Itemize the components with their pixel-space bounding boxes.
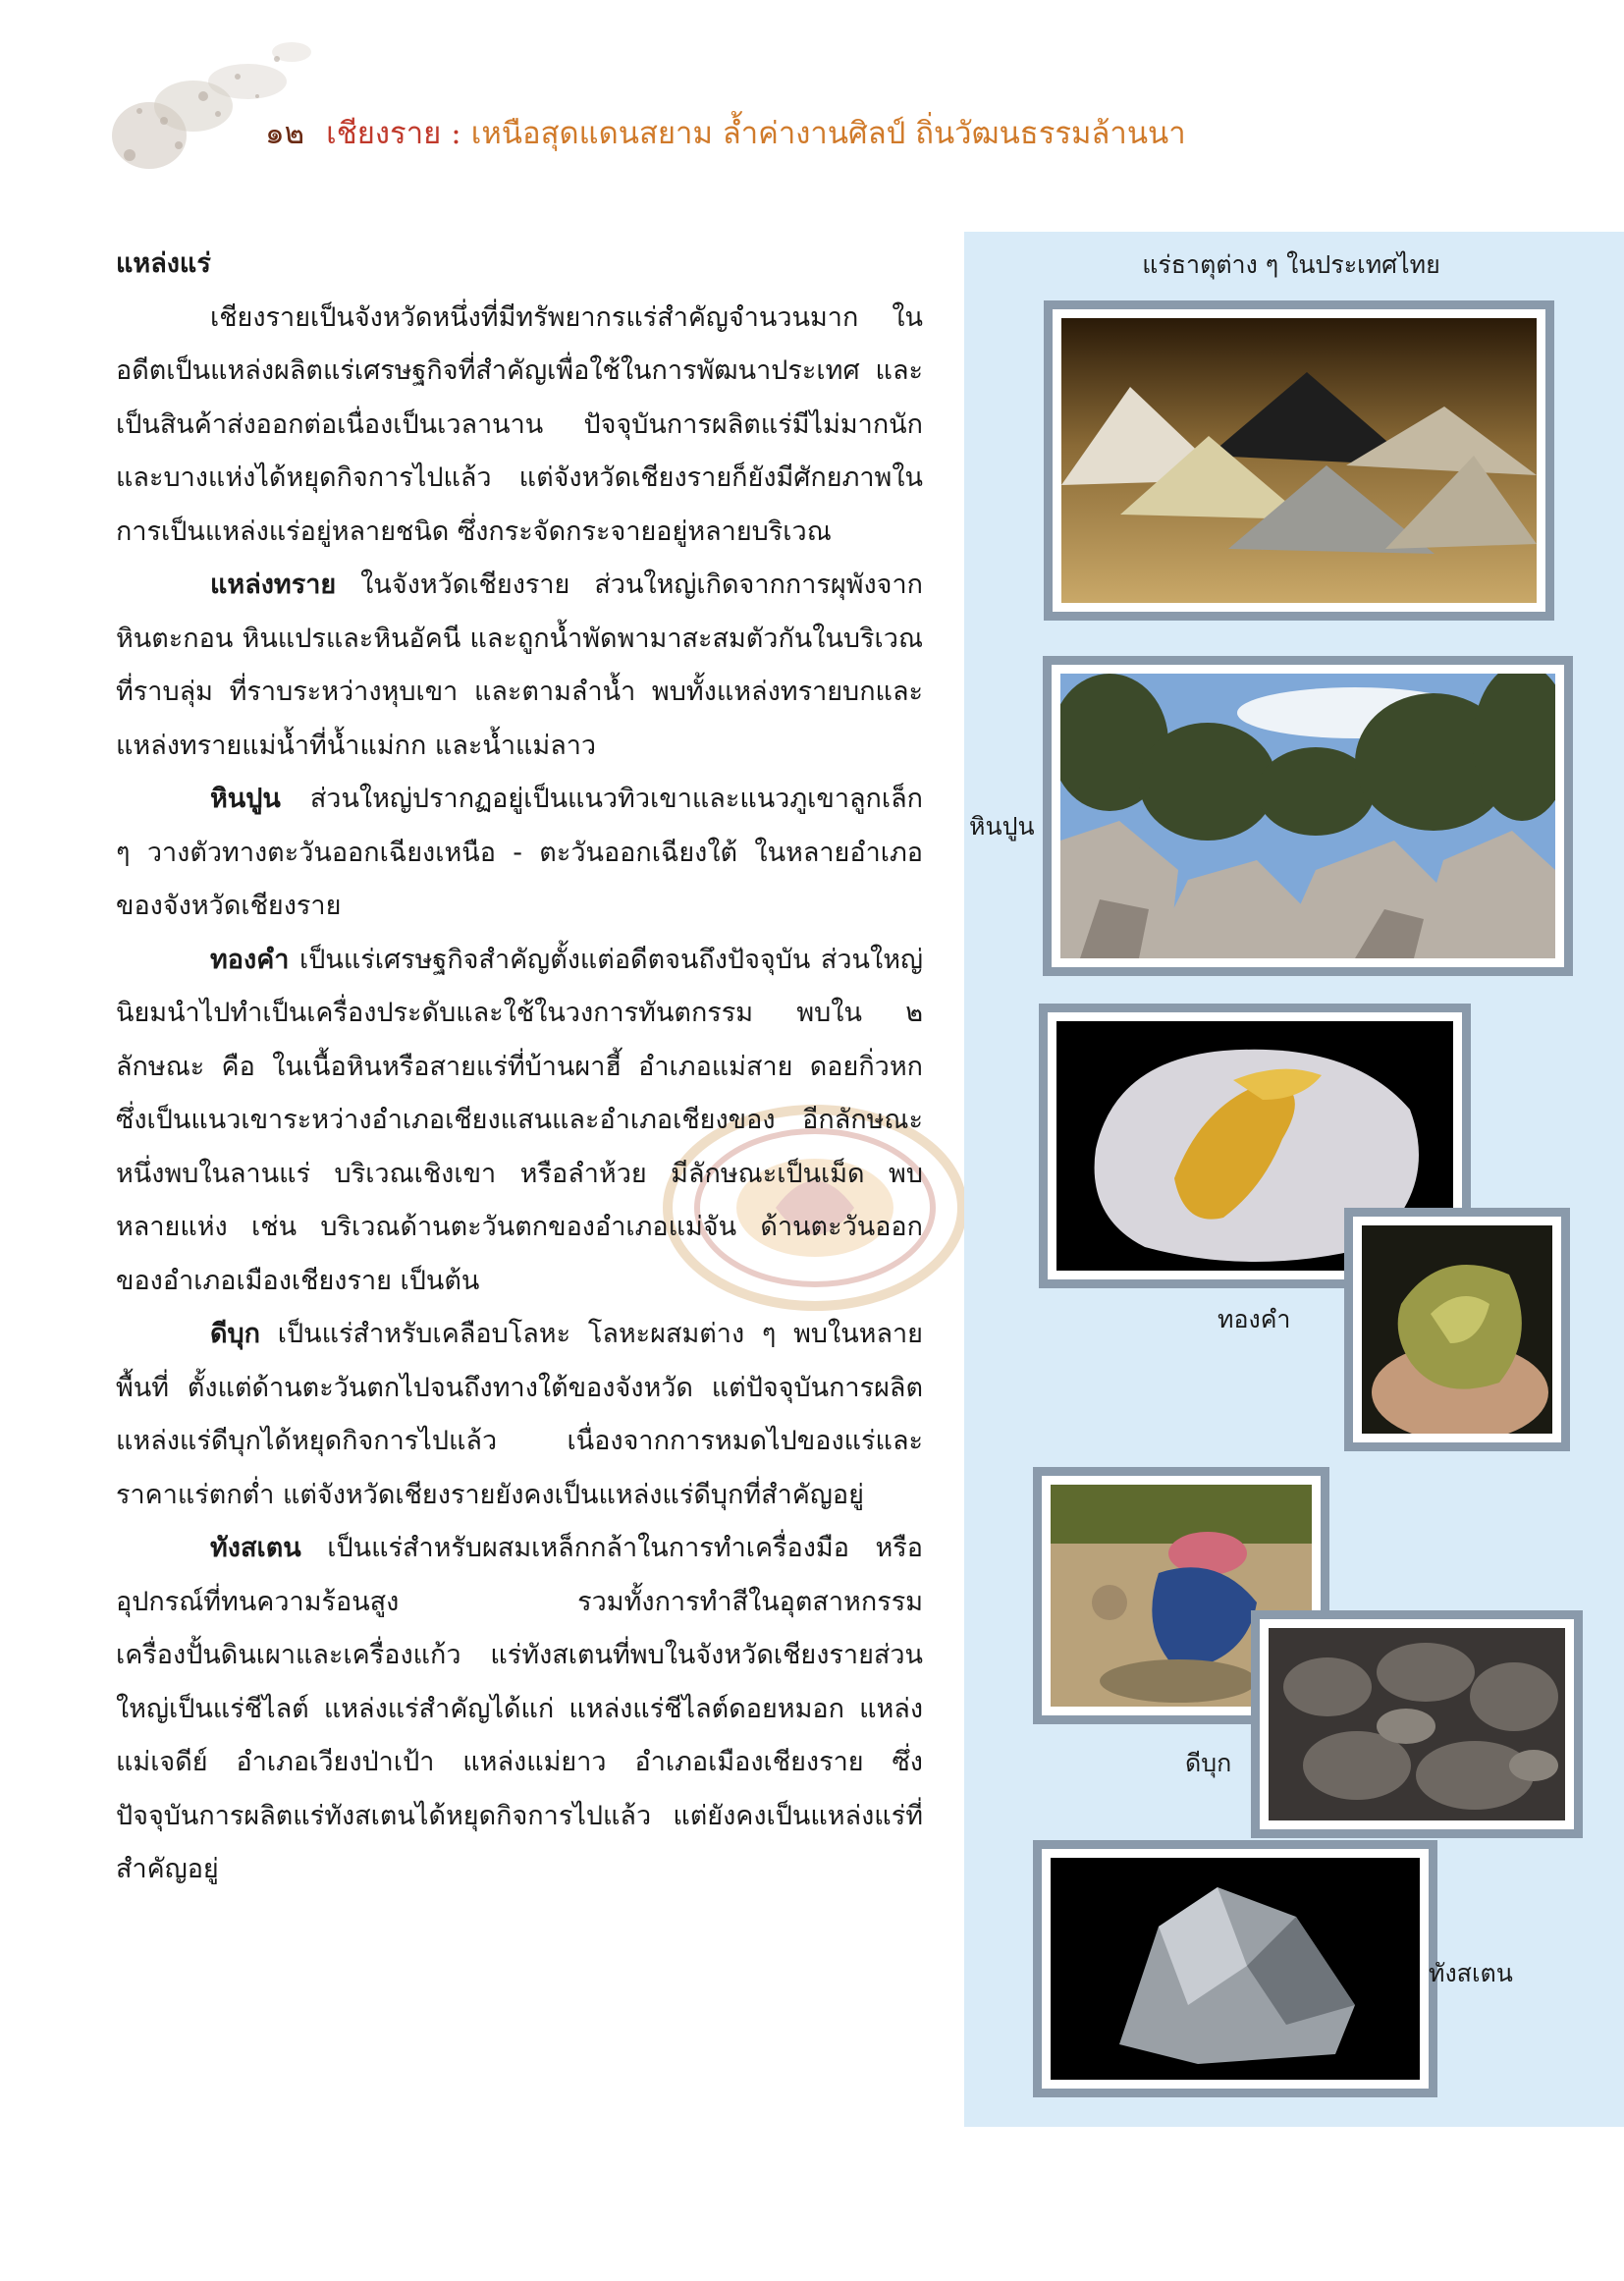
paragraph-sand — [116, 559, 923, 773]
caption-limestone: หินปูน — [969, 812, 1035, 841]
term-tin: ดีบุก — [210, 1319, 261, 1349]
term-limestone: หินปูน — [210, 784, 281, 814]
term-gold: ทองคำ — [210, 944, 290, 975]
text-tin: เป็นแร่สำหรับเคลือบโลหะ โลหะผสมต่าง ๆ พบในหลายพื้นที่ ตั้งแต่ด้านตะวันตกไปจนถึงทางใต้ของจังหวัด แต่ปัจจุบันการผลิตแหล่งแร่ดีบุกได้หยุดกิจการไปแล้ว เนื่องจากการหมดไปของแร่และราคาแร่ตกต่ำ แต่จังหวัดเชียงรายยังคงเป็นแหล่งแร่ดีบุกที่สำคัญอยู่ — [116, 1319, 923, 1510]
tungsten-image — [1051, 1858, 1420, 2080]
text-limestone: ส่วนใหญ่ปรากฏอยู่เป็นแนวทิวเขาและแนวภูเขาลูกเล็ก ๆ วางตัวทางตะวันออกเฉียงเหนือ - ตะวันออกเฉียงใต้ ในหลายอำเภอของจังหวัดเชียงราย — [116, 784, 923, 921]
caption-tin: ดีบุก — [1185, 1749, 1232, 1777]
section-heading: แหล่งแร่ — [116, 248, 211, 279]
photo-tungsten — [1033, 1840, 1437, 2097]
photo-limestone — [1043, 656, 1573, 976]
page-number: ๑๒ — [265, 116, 305, 151]
intro-paragraph: เชียงรายเป็นจังหวัดหนึ่งที่มีทรัพยากรแร่สำคัญจำนวนมาก ในอดีตเป็นแหล่งผลิตแร่เศรษฐกิจที่สำคัญเพื่อใช้ในการพัฒนาประเทศ และเป็นสินค้าส่งออกต่อเนื่องเป็นเวลานาน ปัจจุบันการผลิตแร่มีไม่มากนักและบางแห่งได้หยุดกิจการไปแล้ว แต่จังหวัดเชียงรายก็ยังมีศักยภาพในการเป็นแหล่งแร่อยู่หลายชนิด ซึ่งกระจัดกระจายอยู่หลายบริเวณ — [116, 301, 923, 547]
text-gold: เป็นแร่เศรษฐกิจสำคัญตั้งแต่อดีตจนถึงปัจจุบัน ส่วนใหญ่นิยมนำไปทำเป็นเครื่องประดับและใช้ในวงการทันตกรรม พบใน ๒ ลักษณะ คือ ในเนื้อหินหรือสายแร่ที่บ้านผาฮี้ อำเภอแม่สาย ดอยกิ่วหก ซึ่งเป็นแนวเขาระหว่างอำเภอเชียงแสนและอำเภอเชียงของ อีกลักษณะหนึ่งพบในลานแร่ บริเวณเชิงเขา หรือลำห้วย มีลักษณะเป็นเม็ด พบหลายแห่ง เช่น บริเวณด้านตะวันตกของอำเภอแม่จัน ด้านตะวันออกของอำเภอเมืองเชียงราย เป็นต้น — [116, 944, 923, 1296]
term-tungsten: ทังสเตน — [210, 1533, 301, 1563]
sidebar-title: แร่ธาตุต่าง ๆ ในประเทศไทย — [1142, 250, 1440, 279]
article-body — [116, 238, 923, 1897]
running-header — [265, 108, 1186, 157]
term-sand: แหล่งทราย — [210, 570, 337, 600]
tin-ore-image — [1269, 1628, 1565, 1820]
photo-tin-ore — [1251, 1610, 1583, 1838]
caption-gold: ทองคำ — [1218, 1305, 1291, 1333]
photo-gold-hand — [1344, 1208, 1570, 1451]
mineral-piles-image — [1061, 318, 1537, 603]
limestone-image — [1060, 674, 1555, 958]
caption-tungsten: ทังสเตน — [1429, 1959, 1513, 1987]
paragraph-gold — [116, 934, 923, 1309]
gold-nugget-image — [1362, 1225, 1552, 1434]
header-province: เชียงราย — [326, 116, 442, 151]
text-tungsten: เป็นแร่สำหรับผสมเหล็กกล้าในการทำเครื่องมือ หรืออุปกรณ์ที่ทนความร้อนสูง รวมทั้งการทำสีในอุตสาหกรรมเครื่องปั้นดินเผาและเครื่องแก้ว แร่ทังสเตนที่พบในจังหวัดเชียงรายส่วนใหญ่เป็นแร่ชีไลต์ แหล่งแร่สำคัญได้แก่ แหล่งแร่ชีไลต์ดอยหมอก แหล่งแม่เจดีย์ อำเภอเวียงป่าเป้า แหล่งแม่ยาว อำเภอเมืองเชียงราย ซึ่งปัจจุบันการผลิตแร่ทังสเตนได้หยุดกิจการไปแล้ว แต่ยังคงเป็นแหล่งแร่ที่สำคัญอยู่ — [116, 1533, 923, 1884]
paragraph-tungsten — [116, 1522, 923, 1897]
header-separator: : — [451, 116, 461, 151]
paragraph-limestone — [116, 773, 923, 934]
paragraph-tin — [116, 1308, 923, 1522]
header-subtitle: เหนือสุดแดนสยาม ล้ำค่างานศิลป์ ถิ่นวัฒนธรรมล้านนา — [470, 116, 1186, 151]
text-sand: ในจังหวัดเชียงราย ส่วนใหญ่เกิดจากการผุพังจากหินตะกอน หินแปรและหินอัคนี และถูกน้ำพัดพามาสะสมตัวกันในบริเวณที่ราบลุ่ม ที่ราบระหว่างหุบเขา และตามลำน้ำ พบทั้งแหล่งทรายบกและแหล่งทรายแม่น้ำที่น้ำแม่กก และน้ำแม่ลาว — [116, 570, 923, 761]
photo-mineral-piles — [1044, 300, 1554, 621]
